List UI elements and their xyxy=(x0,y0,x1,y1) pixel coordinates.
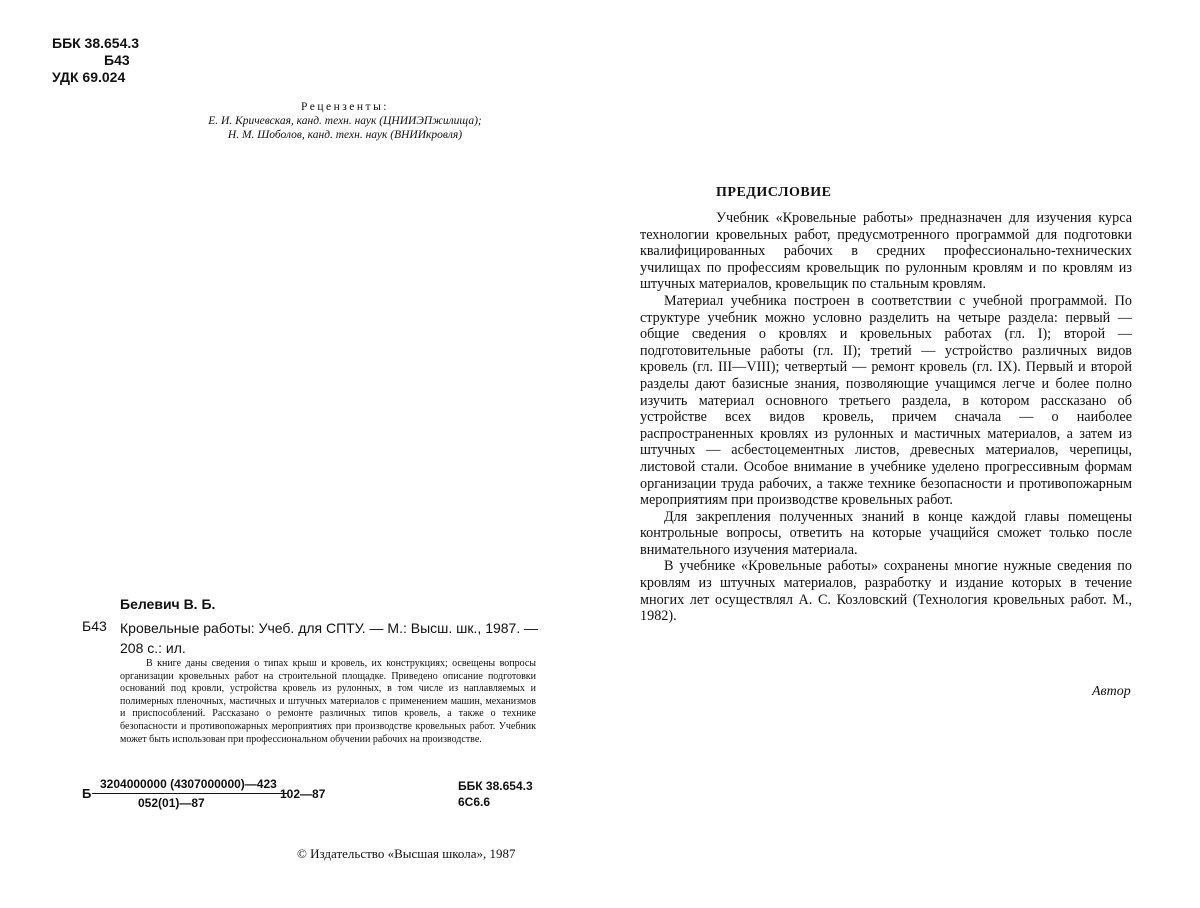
catalog-bbk-sub: 6С6.6 xyxy=(458,795,491,809)
isbn-numerator: 3204000000 (4307000000)—423 xyxy=(100,777,277,791)
catalog-description: Кровельные работы: Учеб. для СПТУ. — М.: Высш. шк., 1987. — 208 с.: ил. xyxy=(120,620,539,656)
reviewers-heading: Рецензенты: xyxy=(300,101,389,113)
reviewer-1: Е. И. Кричевская, канд. техн. наук (ЦНИИЭПжилища); xyxy=(208,115,482,127)
catalog-bbk-code: ББК 38.654.3 xyxy=(458,779,533,793)
preface-paragraph: В учебнике «Кровельные работы» сохранены многие нужные сведения по кровлям из штучных материалов, разработку и издание которых в течение многих лет осуществлял А. С. Козловский (Технология кровельных работ. М., 1982). xyxy=(640,558,1132,625)
isbn-prefix: Б xyxy=(82,786,92,801)
author-mark: Б43 xyxy=(104,52,130,68)
catalog-bbk xyxy=(458,778,533,810)
classification-codes xyxy=(52,35,139,86)
catalog-code: Б43 xyxy=(82,618,107,634)
catalog-annotation: В книге даны сведения о типах крыш и кровель, их конструкциях; освещены вопросы организации кровельных работ на строительной площадке. Приведено описание подготовки оснований под кровли, устройства кровель из рулонных, в том числе из наплавляемых и полимерных пленочных, мастичных и штучных материалов с применением машин, механизмов и приспособлений. Рассказано о ремонте различных типов кровель, а также о технике безопасности и противопожарных мероприятиях при производстве кровельных работ. Учебник может быть использован при профессиональном обучении рабочих на производстве. xyxy=(120,658,536,745)
fraction-rule xyxy=(92,793,288,794)
copyright-line: © Издательство «Высшая школа», 1987 xyxy=(297,846,516,861)
preface-paragraph: Материал учебника построен в соответствии с учебной программой. По структуре учебник можно условно разделить на четыре раздела: первый — общие сведения о кровлях и кровельных работах (гл. I); второй — подготовительные работы (гл. II); третий — устройство различных видов кровель (гл. III—VIII); четвертый — ремонт кровель (гл. IX). Первый и второй разделы дают базисные знания, позволяющие учащимся легче и более полно изучить материал основного третьего раздела, в котором рассказано об устройстве всех видов кровель, причем сначала — о наиболее распространенных кровлях из рулонных и мастичных материалов, а затем из штучных — асбестоцементных листов, древесных материалов, черепицы, листовой стали. Особое внимание в учебнике уделено прогрессивным формам организации труда рабочих, а также технике безопасности и противопожарным мероприятиям при производстве кровельных работ. xyxy=(640,292,1132,509)
preface-paragraph: Учебник «Кровельные работы» предназначен для изучения курса технологии кровельных работ, предусмотренного программой для подготовки квалифицированных рабочих в средних профессионально-технических училищах по профессиям кровельщик по рулонным кровлям и по кровлям из штучных материалов, кровельщик по стальным кровлям. xyxy=(640,210,1132,293)
preface-signature: Автор xyxy=(1092,684,1131,699)
preface-title: ПРЕДИСЛОВИЕ xyxy=(716,185,832,200)
isbn-denominator: 052(01)—87 xyxy=(138,796,205,810)
reviewer-2: Н. М. Шоболов, канд. техн. наук (ВНИИкровля) xyxy=(227,129,463,141)
catalog-author: Белевич В. Б. xyxy=(120,596,216,612)
preface-paragraph: Для закрепления полученных знаний в конце каждой главы помещены контрольные вопросы, ответить на которые учащийся сможет только после внимательного изучения материала. xyxy=(640,508,1132,558)
reviewers-block xyxy=(120,100,570,142)
udk-code: УДК 69.024 xyxy=(52,69,126,85)
isbn-suffix: 102—87 xyxy=(280,787,326,801)
preface-body xyxy=(640,210,1132,625)
bbk-code: ББК 38.654.3 xyxy=(52,35,140,51)
